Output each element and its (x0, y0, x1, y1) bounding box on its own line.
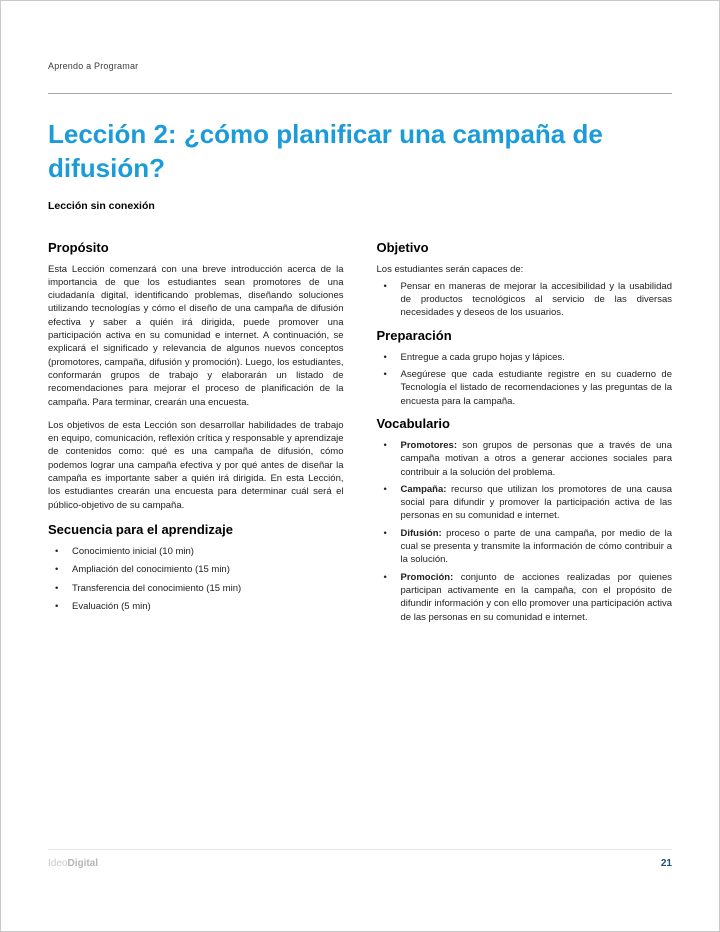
vocabulary-item (377, 483, 673, 523)
page-number: 21 (660, 858, 672, 869)
vocabulary-definition: son grupos de personas que a través de una campaña motivan a otros a generar acciones sociales para contribuir a la solución del problema. (400, 439, 672, 478)
list-item: • Pensar en maneras de mejorar la accesibilidad y la usabilidad de productos tecnológicos al servicio de las diversas necesidades y deseos de los usuarios. (377, 280, 673, 320)
brand-logo (48, 858, 98, 869)
document-footer (48, 849, 672, 869)
sequence-list (48, 545, 344, 613)
vocabulary-term: Campaña: (400, 483, 447, 495)
list-item: • Conocimiento inicial (10 min) (48, 545, 344, 558)
vocabulary-definition: conjunto de acciones realizadas por quienes participan activamente en la campaña, con el propósito de difundir información y con ello promover una participación activa de las personas en su comunidad e internet. (400, 571, 672, 623)
vocabulary-definition: proceso o parte de una campaña, por medio de la cual se presenta y transmite la información de cómo contribuir a la solución. (400, 527, 672, 566)
vocabulary-item (377, 439, 673, 479)
two-column-layout (48, 236, 672, 632)
purpose-paragraph-2: Los objetivos de esta Lección son desarrollar habilidades de trabajo en equipo, comunicación, reflexión crítica y responsable y aprendizaje de contenidos como: qué es una campaña de difusión, cómo podemos lograr una campaña efectiva y por qué antes de diseñar la campaña es importante saber a quién irá dirigida. En esta Lección, los estudiantes crearán una encuesta para determinar cuál será el público-objetivo de su campaña. (48, 419, 344, 511)
vocabulary-item (377, 527, 673, 567)
header-app-title: Aprendo a Programar (48, 61, 139, 71)
objective-intro: Los estudiantes serán capaces de: (376, 263, 524, 275)
list-item: • Ampliación del conocimiento (15 min) (48, 563, 344, 576)
vocabulary-term: Difusión: (400, 527, 442, 539)
objective-heading: Objetivo (376, 239, 429, 255)
vocabulary-term: Promoción: (400, 571, 454, 583)
preparation-heading: Preparación (376, 327, 452, 343)
document-header (48, 1, 672, 94)
list-item: • Entregue a cada grupo hojas y lápices. (377, 351, 673, 364)
vocabulary-heading: Vocabulario (376, 415, 450, 431)
right-column (377, 236, 673, 632)
list-item: • Transferencia del conocimiento (15 min) (48, 582, 344, 595)
vocabulary-term: Promotores: (400, 439, 457, 451)
sequence-heading: Secuencia para el aprendizaje (48, 521, 233, 537)
objective-list (377, 280, 673, 320)
preparation-list (377, 351, 673, 408)
purpose-paragraph-1: Esta Lección comenzará con una breve introducción acerca de la importancia de que los estudiantes sean promotores de una ciudadanía digital, identificando problemas, diseñando soluciones utilizando tecnologías y cómo el diseño de una campaña de difusión efectiva y saber a quién irá dirigida, puede promover una participación activa en su comunidad e internet. A continuación, se explicará el significado y relevancia de algunos nuevos conceptos (promotores, campaña, difusión y promoción). Luego, los estudiantes, conformarán grupos de trabajo y elaborarán un listado de recomendaciones para mejorar el proceso de planificación de la campaña. Para terminar, crearán una encuesta. (48, 263, 344, 408)
purpose-heading: Propósito (48, 239, 109, 255)
vocabulary-definition: recurso que utilizan los promotores de una causa social para difundir y promover la participación activa de las personas en su comunidad e internet. (400, 483, 672, 522)
vocabulary-list (377, 439, 673, 624)
header-divider (48, 93, 672, 94)
lesson-mode-subtitle: Lección sin conexión (48, 199, 155, 212)
list-item: • Evaluación (5 min) (48, 600, 344, 613)
brand-logo-bold: Digital (67, 858, 99, 869)
left-column (48, 236, 344, 632)
page-title: Lección 2: ¿cómo planificar una campaña de difusión? (48, 119, 603, 183)
list-item: • Asegúrese que cada estudiante registre en su cuaderno de Tecnología el listado de recomendaciones y las preguntas de la encuesta para la campaña. (377, 368, 673, 408)
brand-logo-light: Ideo (48, 858, 68, 869)
vocabulary-item (377, 571, 673, 624)
